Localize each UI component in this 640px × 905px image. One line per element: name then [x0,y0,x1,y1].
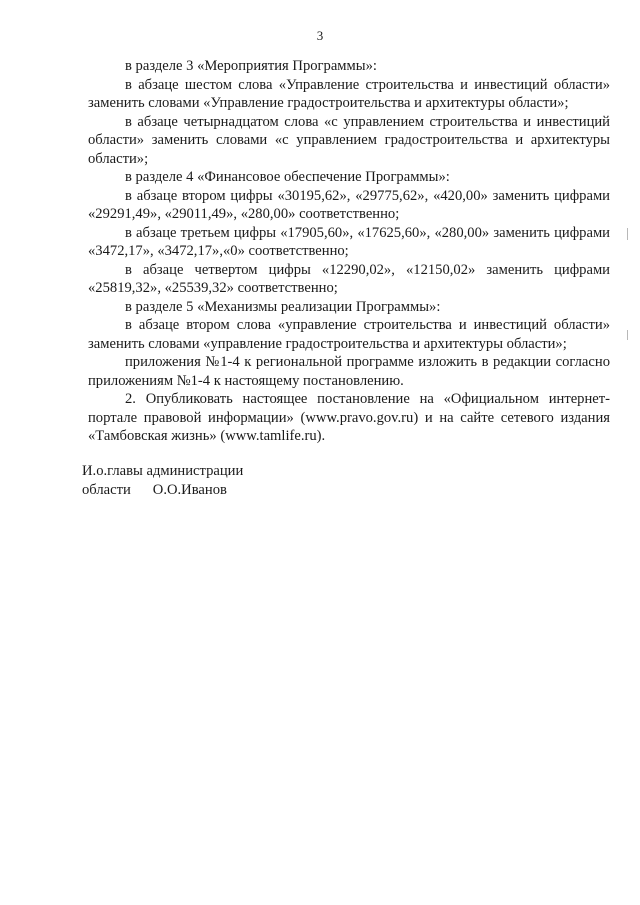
paragraph: в абзаце втором слова «управление строительства и инвестиций области» заменить словами «управление градостроительства и архитектуры области»; [88,317,610,352]
signature-title: И.о.главы администрации [82,463,244,479]
scan-artifact [627,228,628,240]
paragraph: в разделе 5 «Механизмы реализации Программы»: [125,298,441,315]
signature-name: О.О.Иванов [152,481,227,498]
paragraph: в разделе 3 «Мероприятия Программы»: [125,58,377,74]
scan-artifact [627,330,628,340]
paragraph: в абзаце шестом слова «Управление строительства и инвестиций области» заменить словами «Управление градостроительства и архитектуры области»; [88,76,610,111]
signature-region: области [82,481,131,498]
page-number: 3 [316,28,324,43]
paragraph: в разделе 4 «Финансовое обеспечение Программы»: [125,169,450,185]
paragraph: в абзаце третьем цифры «17905,60», «17625,60», «280,00» заменить цифрами «3472,17», «3472,17»,«0» соответственно; [88,224,610,259]
paragraph: приложения №1-4 к региональной программе изложить в редакции согласно приложениям №1-4 к настоящему постановлению. [88,354,610,389]
paragraph: в абзаце четвертом цифры «12290,02», «12150,02» заменить цифрами «25819,32», «25539,32» соответственно; [88,261,610,296]
paragraph: 2. Опубликовать настоящее постановление на «Официальном интернет-портале правовой информации» (www.pravo.gov.ru) и на сайте сетевого издания «Тамбовская жизнь» (www.tamlife.ru). [88,391,610,444]
paragraph: в абзаце четырнадцатом слова «с управлением строительства и инвестиций области» заменить словами «с управлением градостроительства и архитектуры области»; [88,113,610,167]
document-body [88,57,610,446]
signature-block [82,462,243,499]
paragraph: в абзаце втором цифры «30195,62», «29775,62», «420,00» заменить цифрами «29291,49», «29011,49», «280,00» соответственно; [88,187,610,222]
